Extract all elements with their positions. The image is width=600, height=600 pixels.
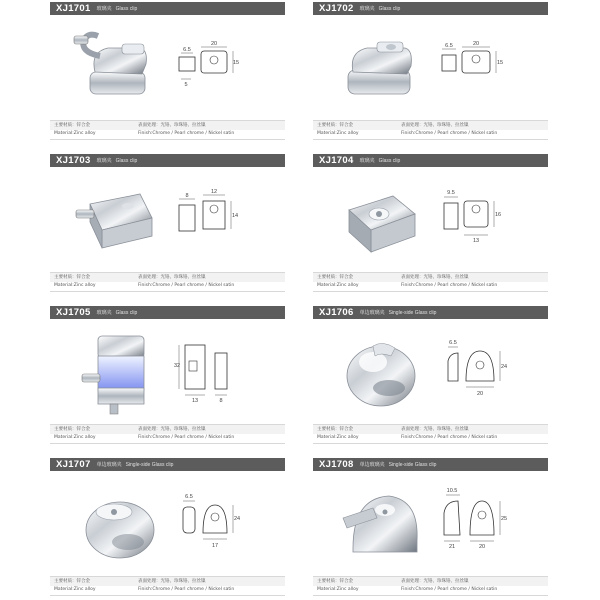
finish-cn: 表面处理：光铬、珍珠铬、拉丝镍: [401, 427, 469, 432]
finish-cn: 表面处理：光铬、珍珠铬、拉丝镍: [138, 427, 206, 432]
dimension-label: 20: [210, 41, 218, 47]
product-code: XJ1708: [319, 459, 354, 470]
product-code: XJ1706: [319, 307, 354, 318]
product-name-en: Glass clip: [378, 157, 401, 164]
product-header: [50, 2, 285, 15]
product-name-en: Glass clip: [115, 157, 138, 164]
product-code: XJ1707: [56, 459, 91, 470]
finish-cn: 表面处理：光铬、珍珠铬、拉丝镍: [401, 579, 469, 584]
product-header: [50, 458, 285, 471]
product-name-en: Glass clip: [115, 5, 138, 12]
material-cn: 主要材质：锌合金: [317, 427, 353, 432]
product-name-en: Single-side Glass clip: [388, 461, 437, 468]
product-photo: [333, 478, 423, 568]
dimension-label: 6.5: [445, 43, 453, 49]
dimension-label: 8: [219, 398, 223, 404]
material-cn: 主要材质：锌合金: [54, 427, 90, 432]
finish-cn: 表面处理：光铬、珍珠铬、拉丝镍: [401, 275, 469, 280]
material-en: Material:Zinc alloy: [54, 283, 96, 288]
technical-drawing: [175, 331, 255, 411]
product-name-cn: 单边玻璃夹: [359, 310, 385, 316]
dimension-label: 16: [494, 212, 502, 218]
product-header: [313, 306, 548, 319]
product-photo: [70, 478, 160, 568]
product-name-en: Single-side Glass clip: [125, 461, 174, 468]
product-header: [50, 154, 285, 167]
material-cn: 主要材质：锌合金: [54, 579, 90, 584]
material-en: Material:Zinc alloy: [317, 131, 359, 136]
dimension-label: 8: [185, 193, 189, 199]
spec-table: [313, 424, 548, 446]
dimension-label: 15: [232, 60, 240, 66]
product-card: [313, 306, 548, 446]
spec-table: [50, 576, 285, 598]
finish-en: Finish:Chrome / Pearl chrome / Nickel satin: [401, 283, 498, 288]
product-name-cn: 玻璃夹: [96, 6, 112, 12]
dimension-label: 24: [500, 364, 508, 370]
product-card: [50, 306, 285, 446]
product-card: [50, 2, 285, 142]
finish-en: Finish:Chrome / Pearl chrome / Nickel satin: [401, 131, 498, 136]
dimension-label: 12: [210, 189, 218, 195]
product-card: [313, 2, 548, 142]
spec-table: [313, 120, 548, 142]
dimension-label: 9.5: [447, 190, 455, 196]
material-cn: 主要材质：锌合金: [317, 123, 353, 128]
finish-cn: 表面处理：光铬、珍珠铬、拉丝镍: [401, 123, 469, 128]
finish-en: Finish:Chrome / Pearl chrome / Nickel satin: [138, 587, 235, 592]
product-name-en: Glass clip: [378, 5, 401, 12]
product-photo: [333, 22, 423, 112]
product-header: [50, 306, 285, 319]
finish-en: Finish:Chrome / Pearl chrome / Nickel satin: [401, 435, 498, 440]
dimension-label: 6.5: [183, 47, 191, 53]
product-card: [313, 154, 548, 294]
dimension-label: 13: [191, 398, 199, 404]
finish-cn: 表面处理：光铬、珍珠铬、拉丝镍: [138, 579, 206, 584]
dimension-label: 6.5: [449, 340, 457, 346]
product-header: [313, 2, 548, 15]
technical-drawing: [438, 331, 518, 411]
product-photo: [70, 174, 160, 264]
technical-drawing: [438, 179, 518, 259]
spec-table: [50, 272, 285, 294]
product-photo: [333, 174, 423, 264]
product-code: XJ1705: [56, 307, 91, 318]
spec-table: [313, 576, 548, 598]
product-photo: [70, 22, 160, 112]
product-code: XJ1704: [319, 155, 354, 166]
spec-table: [313, 272, 548, 294]
technical-drawing: [438, 483, 518, 563]
finish-en: Finish:Chrome / Pearl chrome / Nickel satin: [401, 587, 498, 592]
finish-cn: 表面处理：光铬、珍珠铬、拉丝镍: [138, 275, 206, 280]
product-name-cn: 单边玻璃夹: [96, 462, 122, 468]
product-name-cn: 单边玻璃夹: [359, 462, 385, 468]
product-name-cn: 玻璃夹: [359, 158, 375, 164]
material-en: Material:Zinc alloy: [317, 435, 359, 440]
material-en: Material:Zinc alloy: [54, 587, 96, 592]
material-en: Material:Zinc alloy: [54, 131, 96, 136]
spec-table: [50, 424, 285, 446]
material-cn: 主要材质：锌合金: [54, 275, 90, 280]
dimension-label: 13: [472, 238, 480, 244]
dimension-label: 20: [478, 544, 486, 550]
dimension-label: 6.5: [185, 494, 193, 500]
material-en: Material:Zinc alloy: [317, 283, 359, 288]
material-en: Material:Zinc alloy: [54, 435, 96, 440]
dimension-label: 20: [476, 391, 484, 397]
dimension-label: 20: [472, 41, 480, 47]
spec-table: [50, 120, 285, 142]
technical-drawing: [175, 483, 255, 563]
product-name-cn: 玻璃夹: [96, 310, 112, 316]
dimension-label: 25: [500, 516, 508, 522]
product-card: [50, 458, 285, 598]
product-header: [313, 458, 548, 471]
technical-drawing: [175, 27, 255, 107]
product-name-cn: 玻璃夹: [359, 6, 375, 12]
product-code: XJ1702: [319, 3, 354, 14]
finish-en: Finish:Chrome / Pearl chrome / Nickel satin: [138, 131, 235, 136]
dimension-label: 15: [496, 60, 504, 66]
material-cn: 主要材质：锌合金: [317, 275, 353, 280]
dimension-label: 14: [231, 213, 239, 219]
product-header: [313, 154, 548, 167]
dimension-label: 17: [211, 543, 219, 549]
material-cn: 主要材质：锌合金: [54, 123, 90, 128]
product-name-cn: 玻璃夹: [96, 158, 112, 164]
technical-drawing: [438, 27, 518, 107]
product-photo: [70, 326, 160, 416]
finish-en: Finish:Chrome / Pearl chrome / Nickel satin: [138, 283, 235, 288]
product-card: [50, 154, 285, 294]
product-photo: [333, 326, 423, 416]
product-code: XJ1703: [56, 155, 91, 166]
dimension-label: 5: [184, 82, 188, 88]
finish-cn: 表面处理：光铬、珍珠铬、拉丝镍: [138, 123, 206, 128]
material-en: Material:Zinc alloy: [317, 587, 359, 592]
material-cn: 主要材质：锌合金: [317, 579, 353, 584]
dimension-label: 10.5: [446, 488, 458, 494]
technical-drawing: [175, 179, 255, 259]
product-name-en: Single-side Glass clip: [388, 309, 437, 316]
product-code: XJ1701: [56, 3, 91, 14]
finish-en: Finish:Chrome / Pearl chrome / Nickel satin: [138, 435, 235, 440]
dimension-label: 21: [448, 544, 456, 550]
product-card: [313, 458, 548, 598]
dimension-label: 32: [173, 363, 181, 369]
product-name-en: Glass clip: [115, 309, 138, 316]
dimension-label: 24: [233, 516, 241, 522]
